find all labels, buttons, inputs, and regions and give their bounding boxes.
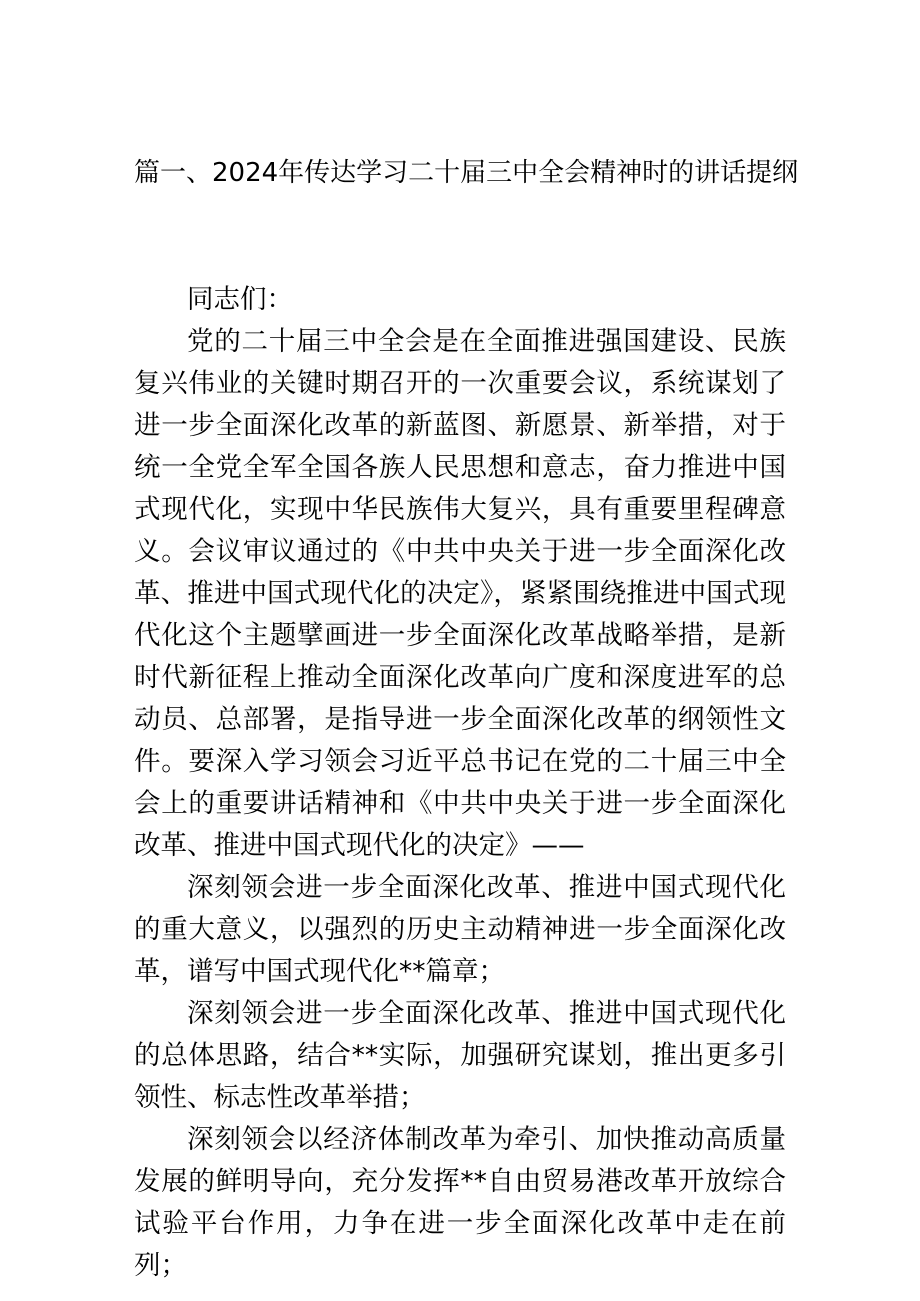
point-significance-paragraph: 深刻领会进一步全面深化改革、推进中国式现代化的重大意义，以强烈的历史主动精神进一步全面深化改革，谱写中国式现代化**篇章； — [134, 872, 786, 987]
point-overall-approach-paragraph: 深刻领会进一步全面深化改革、推进中国式现代化的总体思路，结合**实际，加强研究谋划，推出更多引领性、标志性改革举措； — [134, 998, 786, 1113]
intro-paragraph: 党的二十届三中全会是在全面推进强国建设、民族复兴伟业的关键时期召开的一次重要会议，系统谋划了进一步全面深化改革的新蓝图、新愿景、新举措，对于统一全党全军全国各族人民思想和意志，奋力推进中国式现代化，实现中华民族伟大复兴，具有重要里程碑意义。会议审议通过的《中共中央关于进一步全面深化改革、推进中国式现代化的决定》，紧紧围绕推进中国式现代化这个主题擘画进一步全面深化改革战略举措，是新时代新征程上推动全面深化改革向广度和深度进军的总动员、总部署，是指导进一步全面深化改革的纲领性文件。要深入学习领会习近平总书记在党的二十届三中全会上的重要讲话精神和《中共中央关于进一步全面深化改革、推进中国式现代化的决定》—— — [134, 326, 786, 861]
salutation-paragraph: 同志们： — [187, 284, 293, 315]
document-body — [134, 279, 786, 1287]
document-title: 篇一、2024年传达学习二十届三中全会精神时的讲话提纲 — [134, 158, 799, 188]
point-economic-reform-paragraph: 深刻领会以经济体制改革为牵引、加快推动高质量发展的鲜明导向，充分发挥**自由贸易港改革开放综合试验平台作用，力争在进一步全面深化改革中走在前列； — [134, 1124, 786, 1281]
